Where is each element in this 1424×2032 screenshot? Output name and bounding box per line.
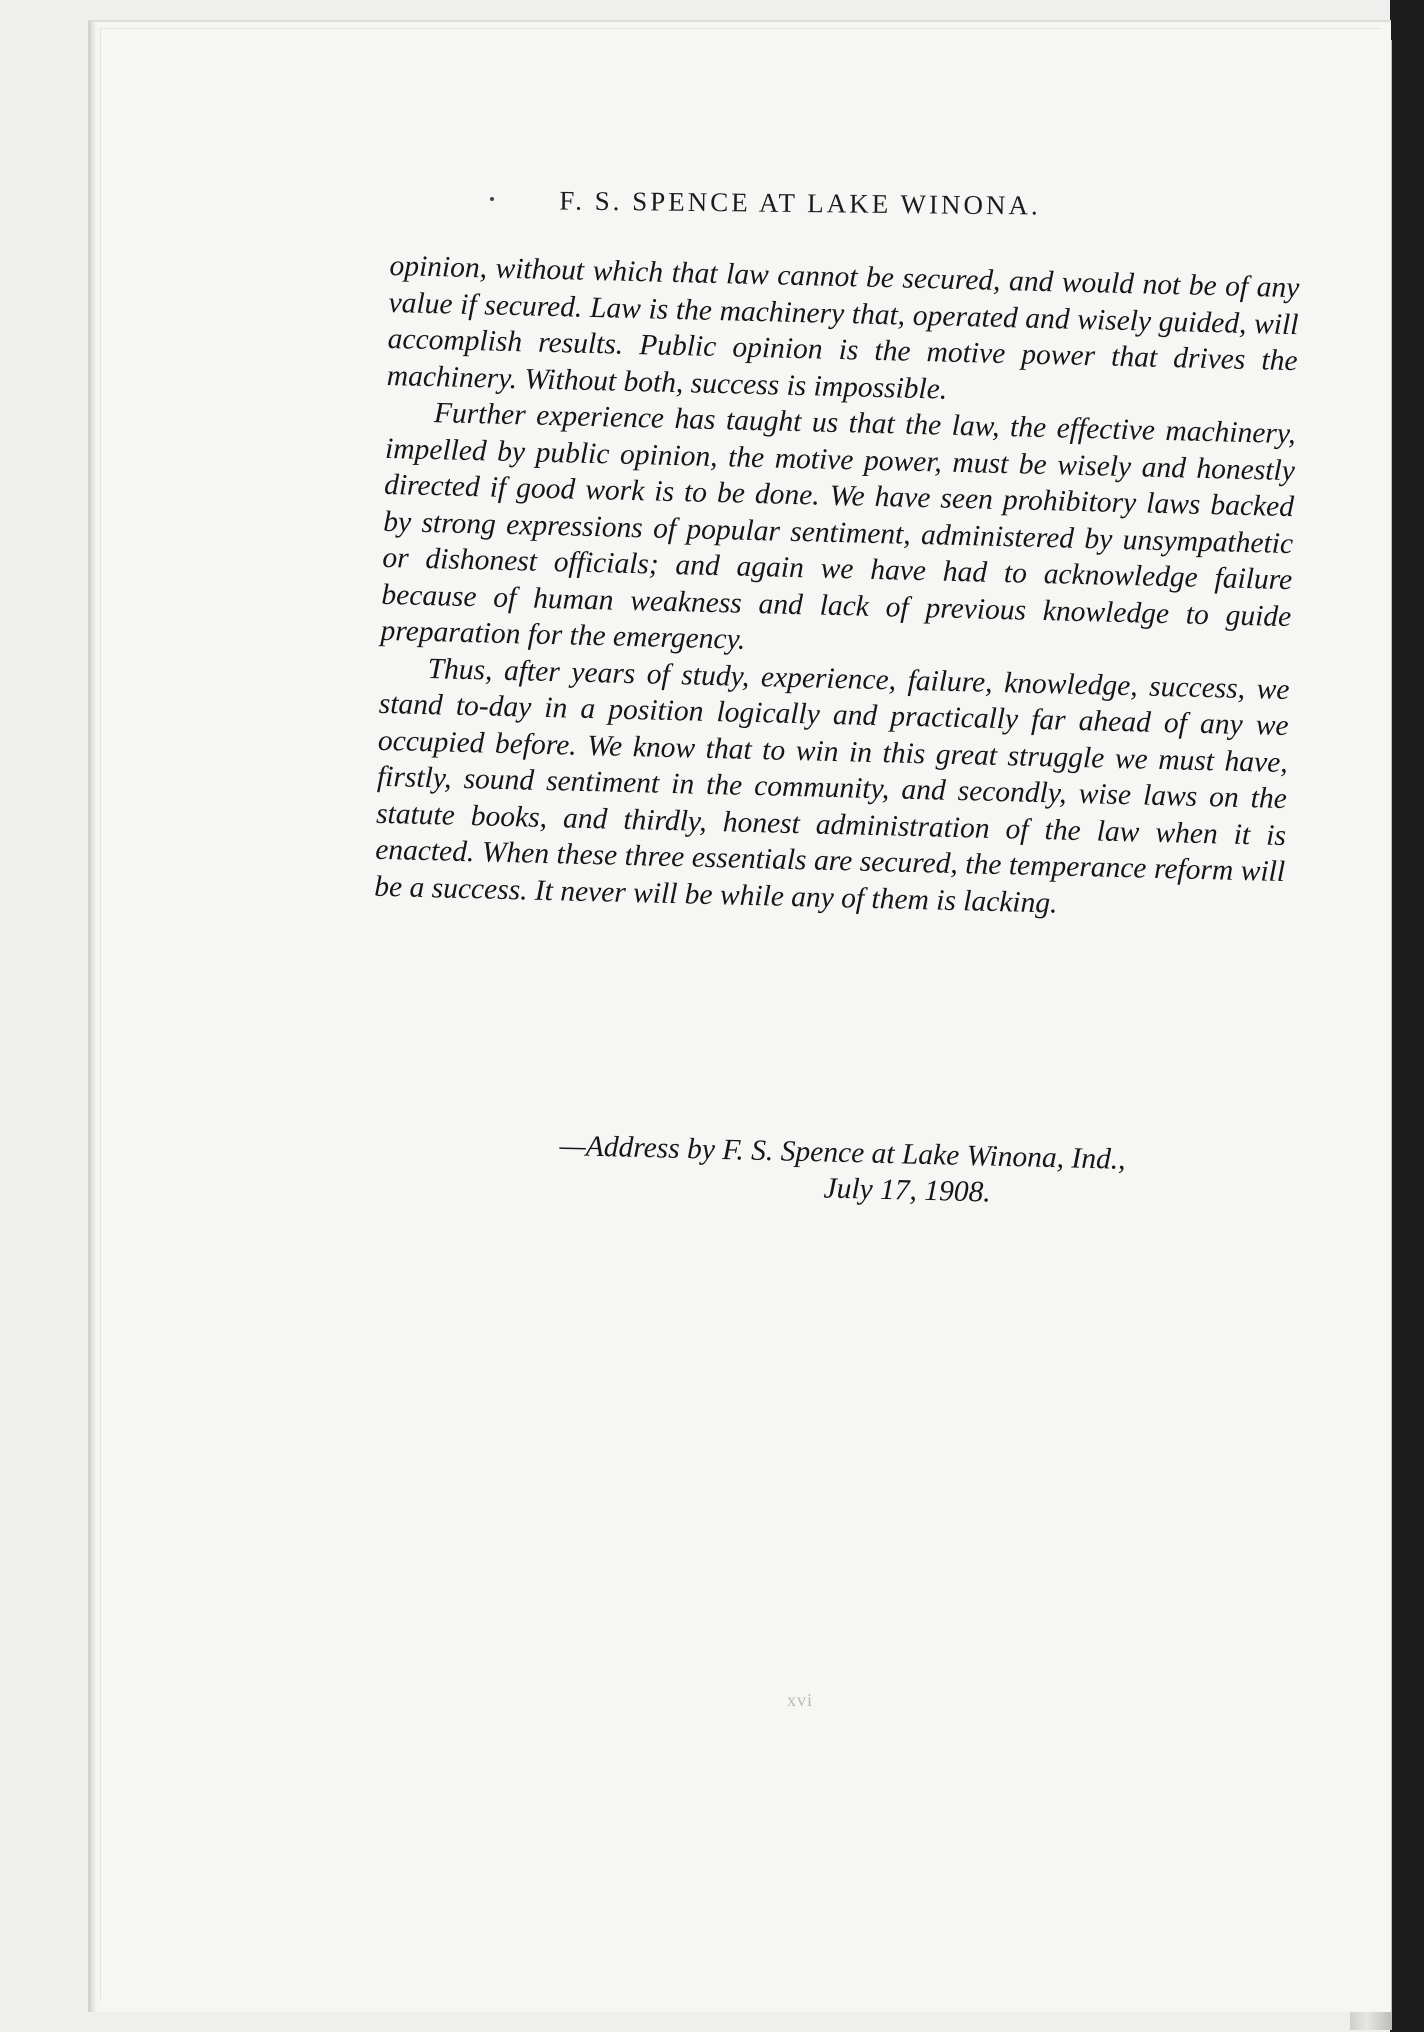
running-head: F. S. SPENCE AT LAKE WINONA. (559, 185, 1041, 221)
page-number: xvi (786, 1690, 813, 1710)
paragraph-3: Thus, after years of study, experience, failure, knowledge, success, we stand to-day in a position logically and practically far ahead of any we occupied before. We know that to win in this great struggle we must have, firstly, sound sentiment in the community, and secondly, wise laws on the statute books, and thirdly, honest administration of the law when it is enacted. When these three essentials are secured, the temperance reform will be a success. It never will be while any of them is lacking. (374, 652, 1290, 919)
attribution-source: —Address by F. S. Spence at Lake Winona, Ind., (559, 1129, 1126, 1176)
paragraph-2: Further experience has taught us that the law, the effective machinery, impelled by public opinion, the motive power, must be wisely and honestly directed if good work is to be done. We have seen prohibitory laws backed by strong expressions of popular sentiment, administered by unsympathetic or dishonest officials; and again we have had to acknowledge failure because of human weakness and lack of previous knowledge to guide preparation for the emergency. (380, 397, 1297, 656)
body-text (374, 248, 1300, 927)
paragraph-1: opinion, without which that law cannot be secured, and would not be of any value if secured. Law is the machinery that, operated and wisely guided, will accomplish results. Public opinion is the motive power that drives the machinery. Without both, success is impossible. (386, 249, 1300, 406)
attribution-date: July 17, 1908. (823, 1172, 992, 1209)
